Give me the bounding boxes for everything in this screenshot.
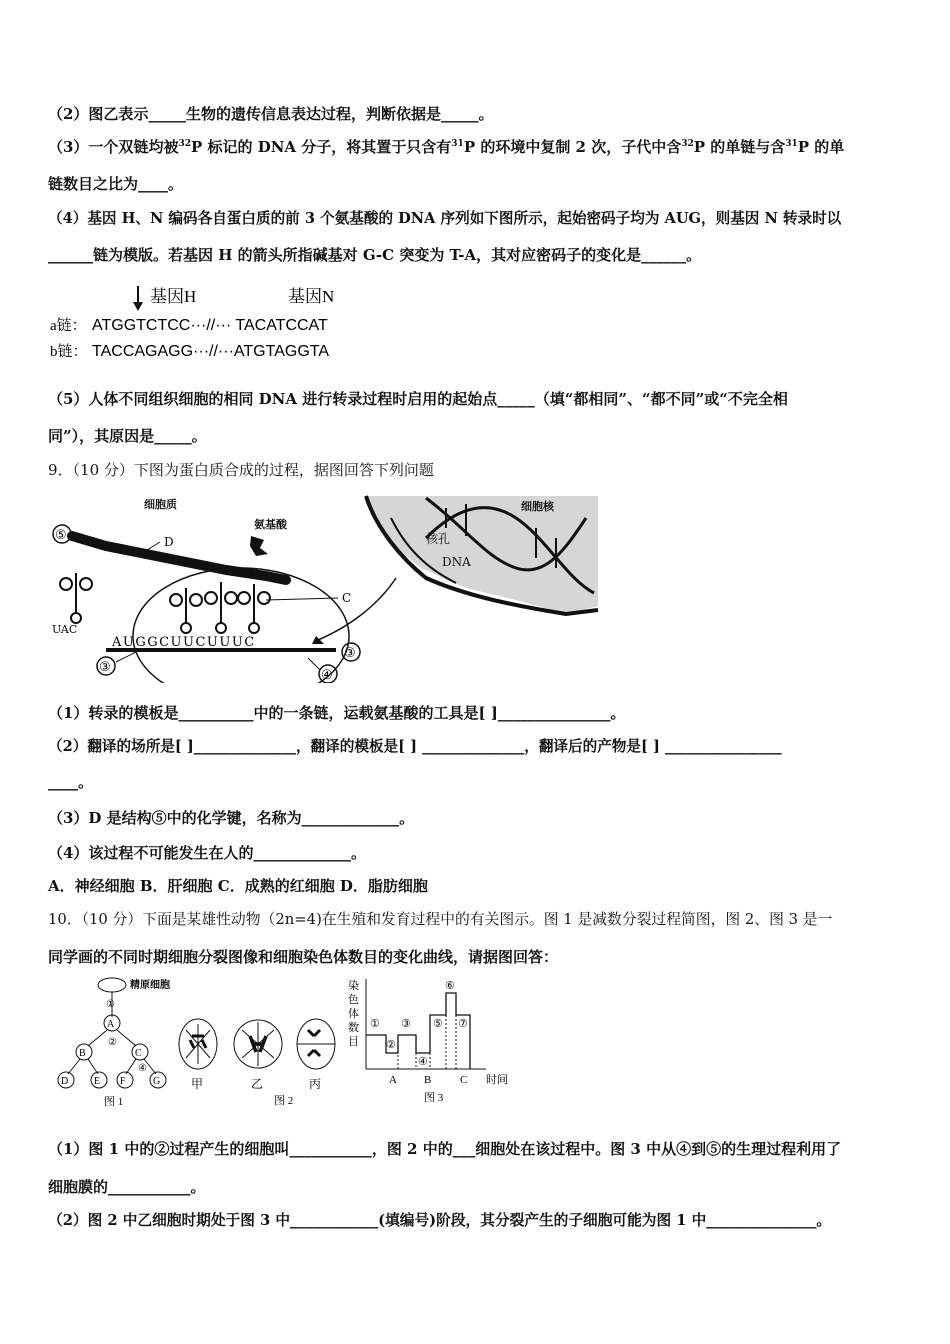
mark-3-right: ③ bbox=[344, 646, 356, 661]
protein-synthesis-figure bbox=[46, 488, 606, 683]
fig1-node-g: G bbox=[153, 1076, 161, 1087]
figure-2-cells bbox=[176, 1010, 336, 1110]
q8-part5-line2: 同”），其原因是_____。 bbox=[48, 427, 207, 445]
fig1-node-b: B bbox=[79, 1048, 86, 1059]
dna-label: DNA bbox=[442, 555, 471, 569]
q8-part3-line2: 链数目之比为____。 bbox=[48, 175, 184, 193]
fig3-xtick-c: C bbox=[460, 1074, 468, 1086]
label-c: C bbox=[342, 591, 352, 605]
svg-text:目: 目 bbox=[348, 1036, 359, 1048]
q9-part1: （1）转录的模板是__________中的一条链，运载氨基酸的工具是[ ]_______________。 bbox=[48, 704, 626, 722]
fig1-node-d: D bbox=[61, 1076, 69, 1087]
fig3-stage-2: ② bbox=[386, 1039, 396, 1051]
fig3-xtick-a: A bbox=[389, 1074, 397, 1086]
chain-a-label: a链： bbox=[50, 318, 87, 334]
cell-jia bbox=[179, 1019, 217, 1069]
svg-text:色: 色 bbox=[348, 994, 359, 1006]
fig1-node-e: E bbox=[94, 1076, 101, 1087]
cell-label-jia: 甲 bbox=[191, 1077, 204, 1091]
amino-acid-icon bbox=[250, 536, 268, 556]
trna-left bbox=[60, 573, 92, 623]
gene-sequence-figure bbox=[46, 282, 386, 362]
q9-part4: （4）该过程不可能发生在人的_____________。 bbox=[48, 844, 366, 862]
figure-1-meiosis-tree bbox=[52, 975, 182, 1110]
fig3-stage-1: ① bbox=[370, 1018, 380, 1030]
trna-middle-1 bbox=[170, 588, 202, 633]
fig1-step-2: ② bbox=[108, 1037, 117, 1048]
amino-acid-label: 氨基酸 bbox=[254, 518, 287, 531]
fig1-node-f: F bbox=[120, 1076, 126, 1087]
fig1-node-c: C bbox=[135, 1048, 142, 1059]
q10-part2: （2）图 2 中乙细胞时期处于图 3 中____________(填编号)阶段，其分裂产生的子细胞可能为图 1 中_______________。 bbox=[48, 1212, 832, 1229]
chain-a-sequence: ATGGTCTCC···//··· TACATCCAT bbox=[92, 317, 328, 334]
cell-yi bbox=[234, 1020, 282, 1068]
q8-part5-line1: （5）人体不同组织细胞的相同 DNA 进行转录过程时启用的起始点_____（填“都相同”、“都不同”或“不完全相 bbox=[48, 390, 788, 408]
gene-n-label: 基因N bbox=[288, 287, 335, 306]
q9-part3: （3）D 是结构⑤中的化学键，名称为_____________。 bbox=[48, 809, 415, 827]
figure-3-chromosome-curve bbox=[346, 975, 526, 1110]
q10-title-line2: 同学画的不同时期细胞分裂图像和细胞染色体数目的变化曲线，请据图回答： bbox=[48, 948, 559, 966]
fig2-caption: 图 2 bbox=[274, 1095, 294, 1107]
fig1-step-4: ④ bbox=[138, 1063, 147, 1074]
fig3-caption: 图 3 bbox=[424, 1092, 444, 1104]
fig1-caption: 图 1 bbox=[104, 1096, 124, 1108]
trna-right bbox=[238, 584, 270, 633]
label-d: D bbox=[164, 535, 174, 549]
q9-part2-line1: （2）翻译的场所是[ ]______________，翻译的模板是[ ] ______________，翻译后的产物是[ ] ________________ bbox=[48, 738, 782, 755]
chain-b-label: b链： bbox=[50, 344, 88, 360]
chain-b-sequence: TACCAGAGG···//···ATGTAGGTA bbox=[92, 343, 330, 360]
q8-part4-line1: （4）基因 H、N 编码各自蛋白质的前 3 个氨基酸的 DNA 序列如下图所示，起始密码子均为 AUG，则基因 N 转录时以 bbox=[48, 210, 842, 227]
fig3-y-label bbox=[348, 978, 359, 1048]
ribosome bbox=[133, 568, 352, 683]
q10-title-line1: 10．（10 分）下面是某雄性动物（2n=4)在生殖和发育过程中的有关图示。图 1 是减数分裂过程简图，图 2、图 3 是一 bbox=[48, 911, 833, 928]
pore-label: 核孔 bbox=[426, 532, 451, 546]
fig1-top-label: 精原细胞 bbox=[130, 980, 170, 991]
mark-5: ⑤ bbox=[55, 528, 67, 543]
svg-text:染: 染 bbox=[348, 980, 359, 992]
q10-part1-line1: （1）图 1 中的②过程产生的细胞叫___________，图 2 中的___细胞处在该过程中。图 3 中从④到⑤的生理过程利用了 bbox=[48, 1140, 842, 1158]
fig3-xtick-b: B bbox=[424, 1074, 432, 1086]
trna-middle-2 bbox=[205, 582, 237, 633]
mrna-sequence: AUGGCUUCUUUC bbox=[112, 635, 256, 650]
mark-3-left: ③ bbox=[99, 660, 111, 675]
mark-4: ④ bbox=[321, 668, 333, 683]
q10-part1-line2: 细胞膜的___________。 bbox=[48, 1178, 206, 1196]
cell-bing bbox=[297, 1019, 335, 1069]
fig3-stage-3: ③ bbox=[401, 1018, 411, 1030]
fig3-stage-6: ⑥ bbox=[445, 980, 455, 992]
transport-arrow-icon bbox=[318, 578, 396, 640]
cytoplasm-label: 细胞质 bbox=[144, 498, 177, 511]
fig1-step-1: ① bbox=[106, 999, 115, 1010]
anticodon-label: UAC bbox=[52, 623, 78, 636]
cell-label-bing: 丙 bbox=[309, 1077, 322, 1091]
cell-label-yi: 乙 bbox=[251, 1077, 264, 1091]
q9-title: 9．（10 分）下图为蛋白质合成的过程，据图回答下列问题 bbox=[48, 461, 434, 479]
q8-part2: （2）图乙表示_____生物的遗传信息表达过程，判断依据是_____。 bbox=[48, 105, 494, 123]
q8-part4-line2: ______链为模版。若基因 H 的箭头所指碱基对 G-C 突变为 T-A，其对应密码子的变化是______。 bbox=[48, 246, 702, 264]
gene-h-label: 基因H bbox=[150, 287, 197, 306]
q9-options: A．神经细胞 B．肝细胞 C．成熟的红细胞 D．脂肪细胞 bbox=[48, 877, 428, 895]
arrow-down-icon bbox=[133, 286, 143, 311]
svg-text:数: 数 bbox=[348, 1022, 359, 1034]
nucleus-label: 细胞核 bbox=[521, 500, 554, 513]
fig3-stage-4: ④ bbox=[418, 1056, 428, 1068]
q8-part3-line1: （3）一个双链均被$^{32}$P 标记的 DNA 分子，将其置于只含有$^{31}$P 的环境中复制 2 次，子代中含$^{32}$P 的单链与含$^{31}$P 的单 bbox=[48, 138, 845, 156]
fig3-x-label: 时间 bbox=[486, 1074, 508, 1086]
q9-part2-line2: ____。 bbox=[48, 773, 94, 791]
svg-text:体: 体 bbox=[348, 1008, 359, 1020]
fig3-stage-5: ⑤ bbox=[433, 1018, 443, 1030]
fig1-node-a: A bbox=[107, 1019, 115, 1030]
fig3-stage-7: ⑦ bbox=[458, 1018, 468, 1030]
